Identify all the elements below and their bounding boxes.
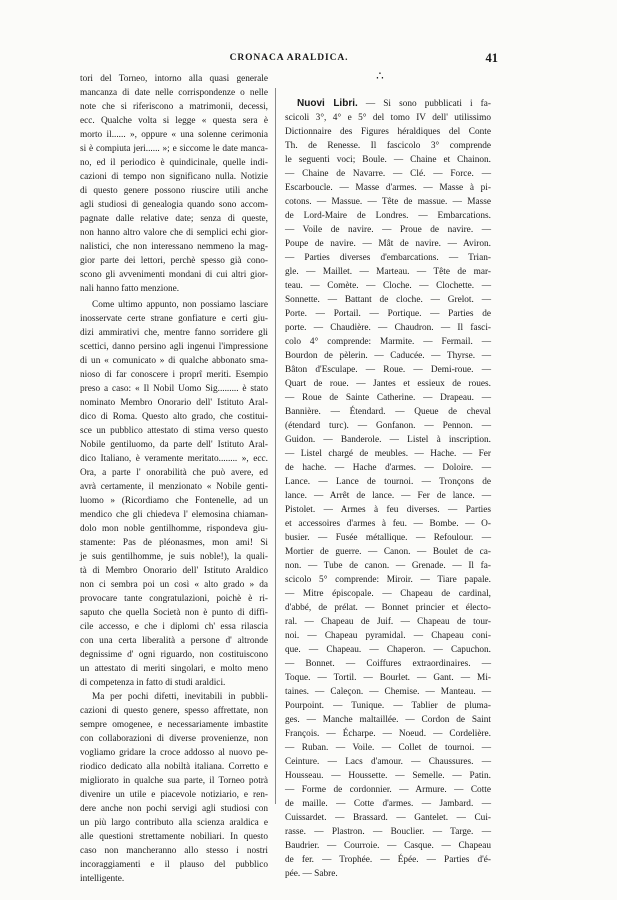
text-line: agli studiosi di genealogia quando sono accom-	[80, 200, 268, 210]
text-line: (étendard turc). — Gonfanon. — Pennon. —	[285, 421, 491, 431]
text-line: note che si riferiscono a matrimonii, decessi,	[80, 102, 268, 112]
text-line: nioso di far conoscere i proprî meriti. Esempio	[80, 370, 268, 380]
text-line: Porte. — Portail. — Portique. — Parties de	[285, 309, 491, 319]
text-line: divenire un utile e piacevole notiziario, e ren-	[80, 790, 268, 800]
text-span: — Si sono pubblicati i fa-	[357, 99, 491, 109]
text-line: provocare tante congratulazioni, poichè è ri-	[80, 594, 268, 604]
text-line: — Parties diverses d'embarcations. — Trian-	[285, 253, 491, 263]
text-line	[285, 97, 491, 111]
text-line: Lance. — Lance de tournoi. — Tronçons de	[285, 477, 491, 487]
page-number: 41	[485, 51, 498, 65]
text-line: rasse. — Plastron. — Bouclier. — Targe. —	[285, 827, 491, 837]
text-line: riodico dedicato alla nobiltà italiana. Corretto e	[80, 762, 268, 772]
text-line: que. — Chapeau. — Chaperon. — Capuchon.	[285, 645, 491, 655]
text-line: noi. — Chapeau pyramidal. — Chapeau coni-	[285, 631, 491, 641]
text-line: lance. — Arrêt de lance. — Fer de lance. —	[285, 491, 491, 501]
text-line: dico Italiano, è veramente meritato........ », ecc.	[80, 454, 268, 464]
section-heading: Nuovi Libri.	[297, 98, 358, 109]
text-line: de fer. — Trophée. — Épée. — Parties d'é-	[285, 855, 491, 865]
text-line: tori del Torneo, intorno alla quasi generale	[80, 74, 268, 84]
text-line: di competenza in fatto di studi araldici.	[80, 678, 226, 688]
text-line: un attestato di meriti singolari, e molto meno	[80, 664, 268, 674]
text-line: pagnate dalle relative date; senza di queste,	[80, 214, 268, 224]
text-line: di un « comunicato » di qualche abbonato sma-	[80, 356, 268, 366]
text-line: alle questioni strettamente nobiliari. In questo	[80, 832, 268, 842]
text-line: de hache. — Hache d'armes. — Doloire. —	[285, 463, 491, 473]
text-line: Baudrier. — Courroie. — Casque. — Chapeau	[285, 841, 491, 851]
text-line: — Ruban. — Voile. — Collet de tournoi. —	[285, 743, 491, 753]
text-line: avrà certamente, il menzionato « Nobile genti-	[80, 482, 268, 492]
text-line: Th. de Renesse. Il fascicolo 3° comprende	[285, 141, 491, 151]
text-line: gle. — Maillet. — Marteau. — Tête de mar-	[285, 267, 491, 277]
text-line: mendico che gli chiedeva l' elemosina chiaman-	[80, 510, 268, 520]
text-line: Come ultimo appunto, non possiamo lasciare	[92, 300, 268, 310]
text-line: Pistolet. — Armes à feu diverses. — Parties	[285, 505, 491, 515]
column-divider	[275, 88, 276, 804]
text-line: et accessoires d'armes à feu. — Bombe. — O-	[285, 519, 491, 529]
text-line: non. — Tube de canon. — Grenade. — Il fa-	[285, 561, 491, 571]
text-line: ges. — Manche maltaillée. — Cordon de Saint	[285, 715, 491, 725]
text-line: scicolo 5° comprende: Miroir. — Tiare papale.	[285, 575, 491, 585]
text-line: tà di Membro Onorario dell' Istituto Araldico	[80, 566, 268, 576]
text-line: Dictionnaire des Figures héraldiques del Conte	[285, 127, 491, 137]
text-line: Cuissardet. — Brassard. — Gantelet. — Cui-	[285, 813, 491, 823]
text-line: Ma per pochi difetti, inevitabili in pubbli-	[92, 692, 268, 702]
text-line: — Forme de cordonnier. — Armure. — Cotte	[285, 785, 491, 795]
text-line: Toque. — Tortil. — Bourlet. — Gant. — Mi-	[285, 673, 491, 683]
text-line: ral. — Chapeau de Juif. — Chapeau de tour-	[285, 617, 491, 627]
text-line: con collaborazioni di diverse provenienze, non	[80, 734, 268, 744]
text-line: — Bonnet. — Coiffures extraordinaires. —	[285, 659, 491, 669]
text-line: dico di Roma. Questo alto grado, che costitui-	[80, 412, 268, 422]
text-line: teau. — Comète. — Cloche. — Clochette. —	[285, 281, 491, 291]
text-line: sempre omogenee, e necessariamente imbastite	[80, 720, 268, 730]
text-line: Bannière. — Étendard. — Queue de cheval	[285, 407, 491, 417]
right-column	[285, 97, 491, 881]
text-line: nali hanno fatto menzione.	[80, 284, 180, 294]
text-line: inosservate certe strane gonfiature e certi giu-	[80, 314, 268, 324]
text-line: intelligente.	[80, 874, 125, 884]
text-line: stamente: Pas de pléonasmes, mon ami! Si	[80, 538, 268, 548]
text-line: si è compiuta jeri...... »; e siccome le date manca-	[80, 144, 268, 154]
text-line: Sonnette. — Battant de cloche. — Grelot. —	[285, 295, 491, 305]
text-line: Quart de roue. — Jantes et essieux de roues.	[285, 379, 491, 389]
text-line: cazioni di questo genere, spesso affrettate, non	[80, 706, 268, 716]
page-header	[80, 53, 498, 69]
text-line: non ci sembra poi un così « alto grado » da	[80, 580, 268, 590]
text-line: le seguenti voci; Boule. — Chaine et Chainon.	[285, 155, 491, 165]
text-line: Bourdon de pèlerin. — Caducée. — Thyrse. —	[285, 351, 491, 361]
text-line: porte. — Chaudière. — Chaudron. — Il fasci-	[285, 323, 491, 333]
running-title: CRONACA ARALDICA.	[229, 53, 349, 63]
left-column	[80, 72, 268, 886]
text-line: sce un pubblico attestato di stima verso questo	[80, 426, 268, 436]
text-line: de maille. — Cotte d'armes. — Jambard. —	[285, 799, 491, 809]
text-line: nominato Membro Onorario dell' Istituto Aral-	[80, 398, 268, 408]
text-line: morto il...... », oppure « una solenne cerimonia	[80, 130, 268, 140]
text-line: d'abbé, de prélat. — Bonnet princier et électo-	[285, 603, 491, 613]
text-line: je suis gentilhomme, je suis noble!), la quali-	[80, 552, 268, 562]
text-line: dere anche non pochi servigi agli studiosi con	[80, 804, 268, 814]
text-line: ecc. Qualche volta si legge « questa sera è	[80, 116, 268, 126]
text-line: — Listel chargé de meubles. — Hache. — Fer	[285, 449, 491, 459]
text-line: no, ed il periodico è quindicinale, quelle indi-	[80, 158, 268, 168]
text-line: preso a caso: « Il Nobil Uomo Sig......... è stato	[80, 384, 268, 394]
text-line: busier. — Fusée métallique. — Refoulour. —	[285, 533, 491, 543]
text-line: scettici, danno persino agli ingenui l'impressione	[80, 342, 268, 352]
text-line: nalistici, che non interessano nemmeno la mag-	[80, 242, 268, 252]
text-line: — Chaine de Navarre. — Clé. — Force. —	[285, 169, 491, 179]
text-line: — Voile de navire. — Proue de navire. —	[285, 225, 491, 235]
text-line: con una certa liberalità a persone d' altronde	[80, 636, 268, 646]
text-line: Escarboucle. — Masse d'armes. — Masse à pi-	[285, 183, 491, 193]
text-line: degnissime d' ogni riguardo, non costituiscono	[80, 650, 268, 660]
text-line: Poupe de navire. — Mât de navire. — Aviron.	[285, 239, 491, 249]
text-line: de Lord-Maire de Londres. — Embarcations.	[285, 211, 491, 221]
text-line: Mortier de guerre. — Canon. — Boulet de ca-	[285, 547, 491, 557]
text-line: luomo » (Ricordiamo che Fontenelle, ad un	[80, 496, 268, 506]
text-line: non hanno altro valore che di semplici echi gior-	[80, 228, 268, 238]
text-line: dolo mon noble gentilhomme, rispondeva giu-	[80, 524, 268, 534]
text-line: mancanza di date nelle corrispondenze o nelle	[80, 88, 268, 98]
text-line: colo 4° comprende: Marmite. — Fermail. —	[285, 337, 491, 347]
text-line: Ceinture. — Lacs d'amour. — Chaussures. —	[285, 757, 491, 767]
text-line: migliorato in qualche sua parte, il Torneo potrà	[80, 776, 268, 786]
text-line: Ora, a parte l' onorabilità che può avere, ed	[80, 468, 268, 478]
text-line: incoraggiamenti e il plauso del pubblico	[80, 860, 268, 870]
text-line: — Roue de Sainte Catherine. — Drapeau. —	[285, 393, 491, 403]
text-line: pée. — Sabre.	[285, 869, 338, 879]
text-line: Guidon. — Banderole. — Listel à inscription.	[285, 435, 491, 445]
text-line: Pourpoint. — Tunique. — Tablier de pluma-	[285, 701, 491, 711]
text-line: taines. — Caleçon. — Chemise. — Manteau. —	[285, 687, 491, 697]
text-line: saputo che quella Società non è punto di diffi-	[80, 608, 268, 618]
text-line: di questo genere possono riuscire utili anche	[80, 186, 268, 196]
text-line: vogliamo gridare la croce addosso al nuovo pe-	[80, 748, 268, 758]
text-line: cile accesso, e che i diplomi ch' essa rilascia	[80, 622, 268, 632]
ornament-glyph: ∴	[376, 69, 384, 83]
text-line: scono gli avvenimenti mondani di cui altri gior-	[80, 270, 268, 280]
text-line: un più largo contributo alla scienza araldica e	[80, 818, 268, 828]
text-line: François. — Écharpe. — Noeud. — Cordelière.	[285, 729, 491, 739]
text-line: gior parte dei lettori, perchè spesso già cono-	[80, 256, 268, 266]
text-line: dizi ammirativi che, mentre fanno sorridere gli	[80, 328, 268, 338]
text-line: scicoli 3°, 4° e 5° del tomo IV dell' utilissimo	[285, 113, 491, 123]
text-line: cotons. — Massue. — Tête de massue. — Masse	[285, 197, 491, 207]
text-line: Bâton d'Esculape. — Roue. — Demi-roue. —	[285, 365, 491, 375]
text-line: Nobile gentiluomo, da parte dell' Istituto Aral-	[80, 440, 268, 450]
text-line: caso non mancheranno allo stesso i nostri	[80, 846, 268, 856]
text-line: Housseau. — Houssette. — Semelle. — Patin.	[285, 771, 491, 781]
text-line: — Mitre épiscopale. — Chapeau de cardinal,	[285, 589, 491, 599]
text-line: cazioni di tempo non significano nulla. Notizie	[80, 172, 268, 182]
